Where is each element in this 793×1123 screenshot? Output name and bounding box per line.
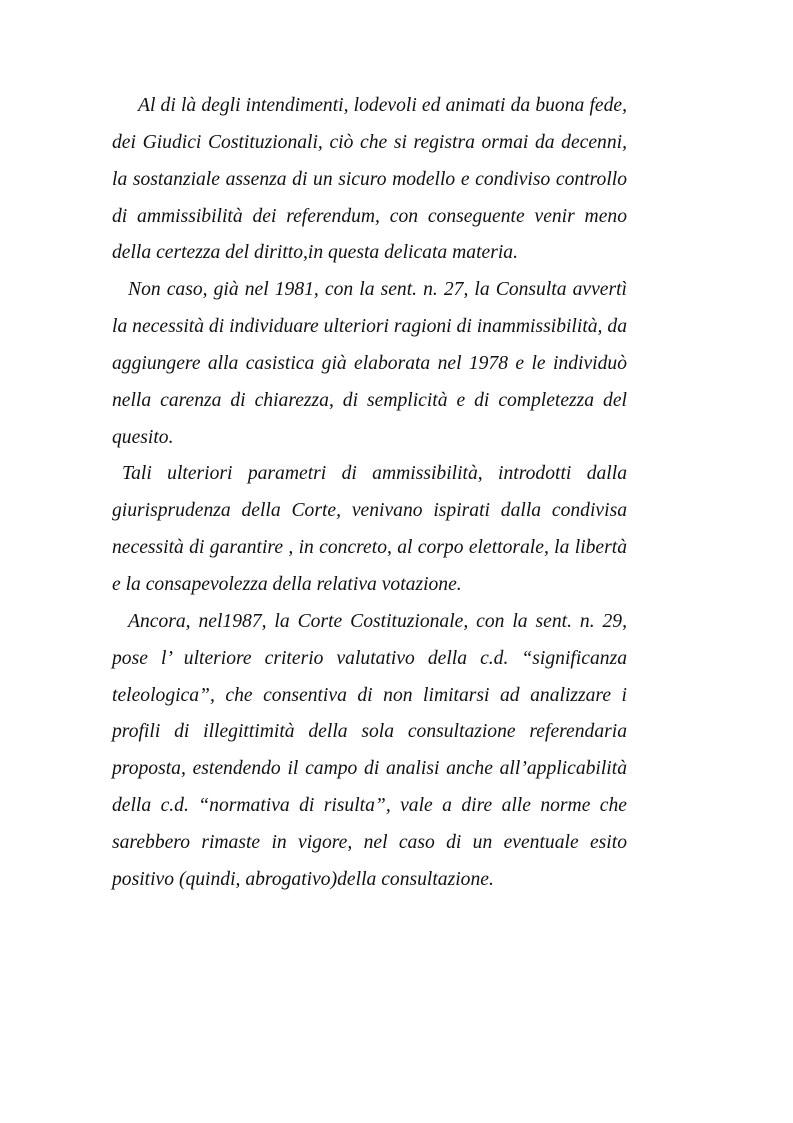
paragraph-2: Non caso, già nel 1981, con la sent. n. 27, la Consulta avvertì la necessità di individuare ulteriori ragioni di inammissibilità, da aggiungere alla casistica già elaborata nel 1978 e le individuò nella carenza di chiarezza, di semplicità e di completezza del quesito.	[112, 279, 627, 448]
paragraph-3: Tali ulteriori parametri di ammissibilità, introdotti dalla giurisprudenza della Corte, venivano ispirati dalla condivisa necessità di garantire , in concreto, al corpo elettorale, la libertà e la consapevolezza della relativa votazione.	[112, 463, 627, 595]
paragraph-4: Ancora, nel1987, la Corte Costituzionale, con la sent. n. 29, pose l’ ulteriore criterio valutativo della c.d. “significanza teleologica”, che consentiva di non limitarsi ad analizzare i profili di illegittimità della sola consultazione referendaria proposta, estendendo il campo di analisi anche all’applicabilità della c.d. “normativa di risulta”, vale a dire alle norme che sarebbero rimaste in vigore, nel caso di un eventuale esito positivo (quindi, abrogativo)della consultazione.	[112, 610, 627, 890]
paragraph-1: Al di là degli intendimenti, lodevoli ed animati da buona fede, dei Giudici Costituzionali, ciò che si registra ormai da decenni, la sostanziale assenza di un sicuro modello e condiviso controllo di ammissibilità dei referendum, con conseguente venir meno della certezza del diritto,in questa delicata materia.	[112, 95, 627, 264]
body-text	[112, 88, 627, 899]
